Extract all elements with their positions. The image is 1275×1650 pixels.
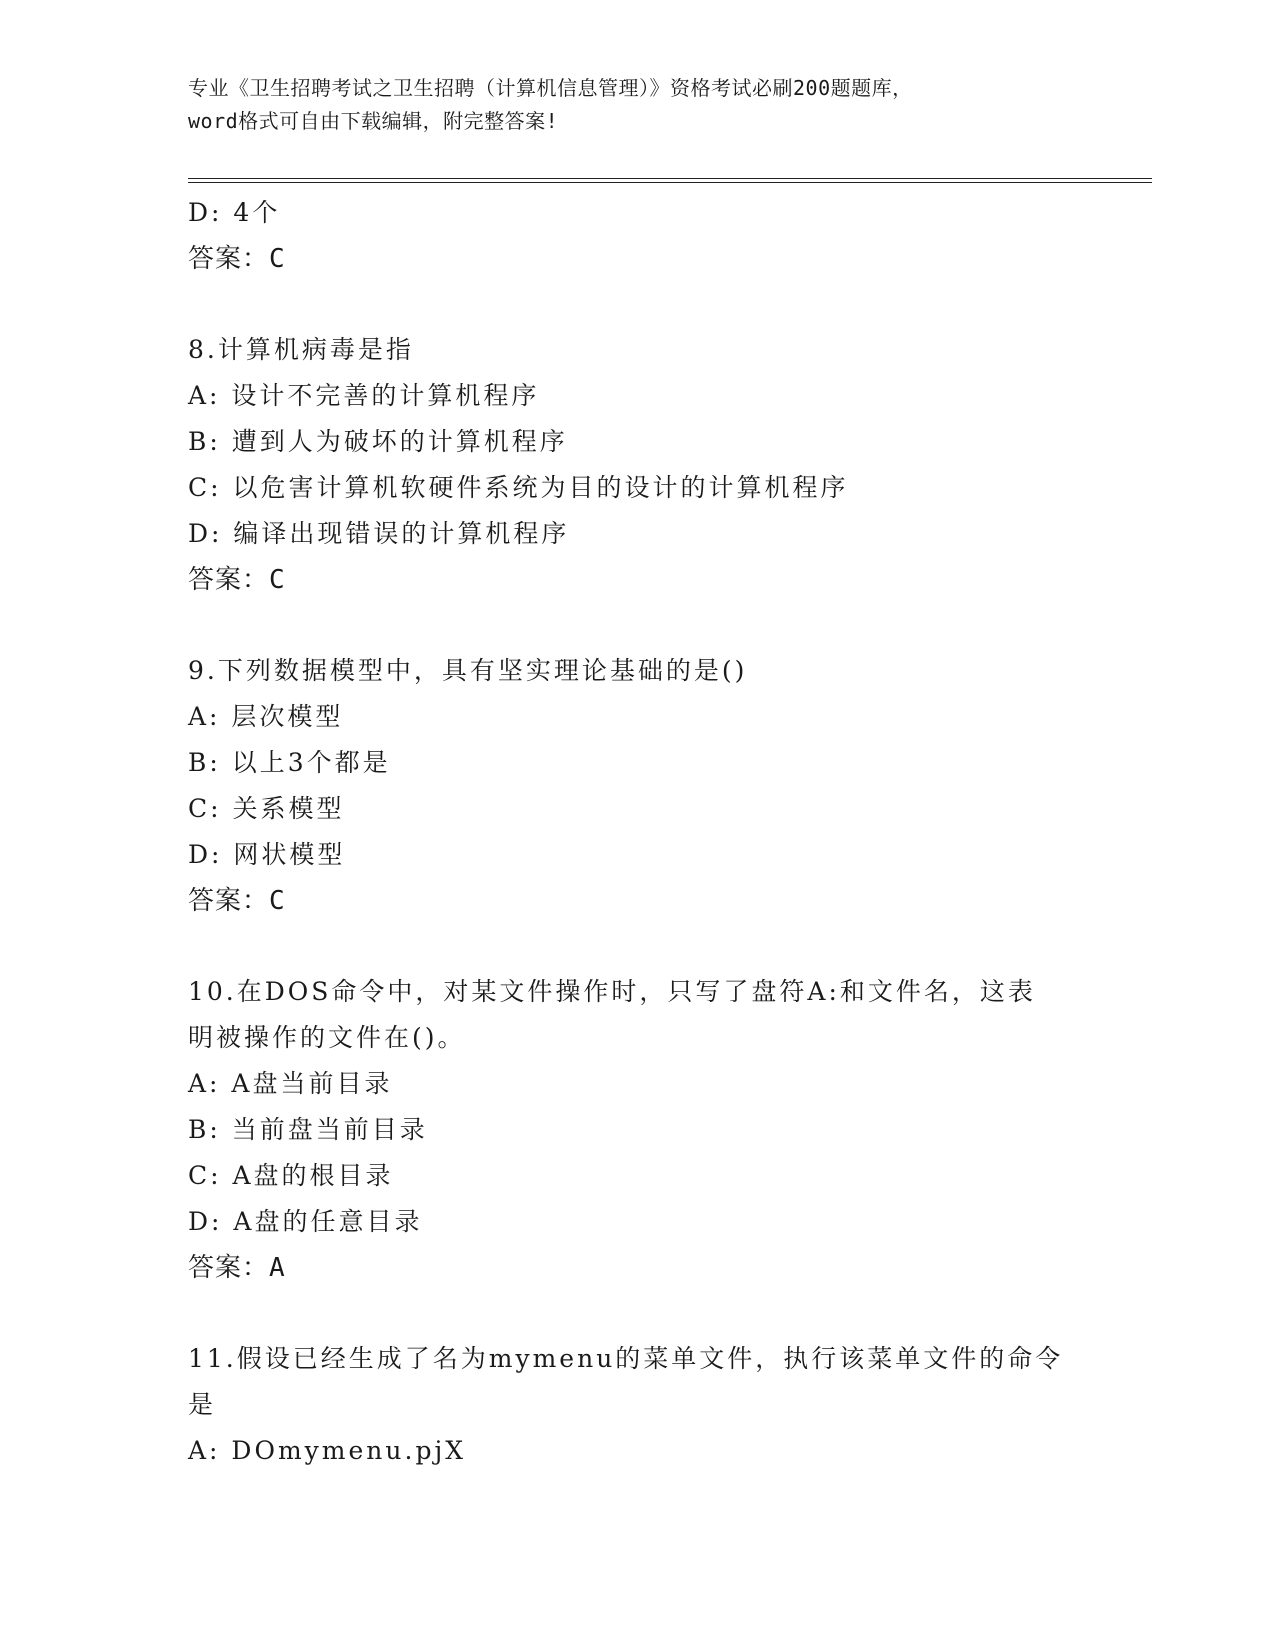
option-b: B: 当前盘当前目录 [188,1115,428,1144]
question-spacer [188,282,1088,327]
question-stem: 10.在DOS命令中，对某文件操作时，只写了盘符A:和文件名，这表 [188,977,1036,1006]
question-spacer [188,924,1088,969]
header-divider-bottom [188,182,1152,183]
header-line-1: 专业《卫生招聘考试之卫生招聘（计算机信息管理）》资格考试必刷200题题库， [188,76,913,100]
header-divider-top [188,178,1152,179]
question-block-9 [188,648,1088,924]
question-spacer [188,603,1088,648]
option-a: A: 层次模型 [188,702,344,731]
option-d: D: 网状模型 [188,840,346,869]
question-stem-continued: 是 [188,1390,217,1419]
answer-line: 答案：A [188,1253,286,1283]
option-d: D: A盘的任意目录 [188,1207,423,1236]
document-header [188,72,1088,138]
answer-line: 答案：C [188,886,286,916]
question-stem: 9.下列数据模型中，具有坚实理论基础的是() [188,656,748,685]
option-b: B: 以上3个都是 [188,748,391,777]
option-a: A: DOmymenu.pjX [188,1436,466,1465]
option-c: C: 关系模型 [188,794,345,823]
question-stem: 8.计算机病毒是指 [188,335,414,364]
answer-line: 答案：C [188,565,286,595]
question-stem-continued: 明被操作的文件在()。 [188,1023,466,1052]
question-block-11 [188,1336,1088,1474]
question-stem: 11.假设已经生成了名为mymenu的菜单文件，执行该菜单文件的命令 [188,1344,1064,1373]
option-c: C: 以危害计算机软硬件系统为目的设计的计算机程序 [188,473,849,502]
question-spacer [188,1291,1088,1336]
question-block-8 [188,327,1088,603]
question-block-10 [188,969,1088,1291]
answer-line: 答案：C [188,244,286,274]
option-a: A: A盘当前目录 [188,1069,393,1098]
header-line-2: word格式可自由下载编辑，附完整答案! [188,109,559,133]
option-a: A: 设计不完善的计算机程序 [188,381,540,410]
option-line: D: 4个 [188,198,281,227]
option-c: C: A盘的根目录 [188,1161,394,1190]
question-list [188,190,1088,1474]
question-block-7-tail [188,190,1088,282]
option-b: B: 遭到人为破坏的计算机程序 [188,427,568,456]
option-d: D: 编译出现错误的计算机程序 [188,519,570,548]
